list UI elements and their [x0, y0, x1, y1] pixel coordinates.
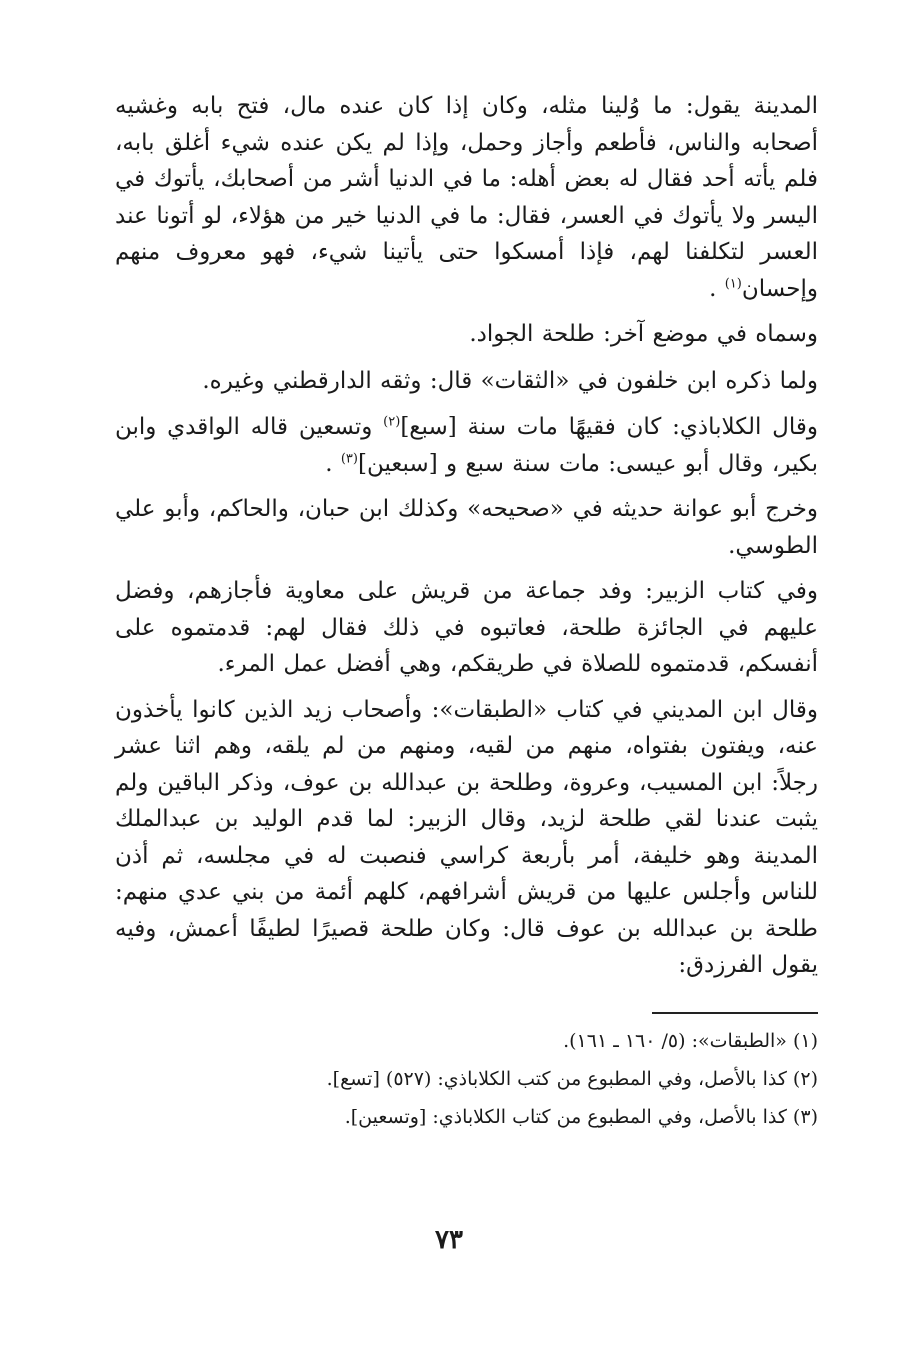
footnote-ref-2: (٢) — [383, 414, 401, 430]
footnotes — [115, 1026, 818, 1132]
footnote-2: (٢) كذا بالأصل، وفي المطبوع من كتب الكلاباذي: (٥٢٧) [تسع]. — [326, 1067, 818, 1090]
footnote-1: (١) «الطبقات»: (٥/ ١٦٠ ـ ١٦١). — [563, 1029, 818, 1052]
footnote-3: (٣) كذا بالأصل، وفي المطبوع من كتاب الكلاباذي: [وتسعين]. — [344, 1105, 818, 1128]
paragraph-7: وقال ابن المديني في كتاب «الطبقات»: وأصحاب زيد الذين كانوا يأخذون عنه، ويفتون بفتواه، منهم من لقيه، ومنهم من لم يلقه، وهم اثنا عشر رجلاً: ابن المسيب، وعروة، وطلحة بن عبدالله بن عوف، وذكر الباقين ولم يثبت عندنا لقي طلحة لزيد، وقال الزبير: لما قدم الوليد بن عبدالملك المدينة وهو خليفة، أمر بأربعة كراسي فنصبت له في مجلسه، ثم أذن للناس وأجلس عليها من قريش أشرافهم، كلهم أئمة من بني عدي منهم: طلحة بن عبدالله بن عوف قال: وكان طلحة قصيرًا لطيفًا أعمش، وفيه يقول الفرزدق: — [115, 696, 818, 978]
paragraph-2: وسماه في موضع آخر: طلحة الجواد. — [469, 321, 818, 347]
paragraph-5: وخرج أبو عوانة حديثه في «صحيحه» وكذلك ابن حبان، والحاكم، وأبو علي الطوسي. — [115, 496, 818, 559]
paragraph-1: المدينة يقول: ما وُلينا مثله، وكان إذا كان عنده مال، فتح بابه وغشيه أصحابه والناس، فأطعم وأجاز وحمل، وإذا لم يكن عنده شيء أغلق بابه، فلم يأته أحد فقال له بعض أهله: ما في الدنيا أشر من أصحابك، يأتوك في اليسر ولا يأتوك في العسر، فقال: ما في الدنيا خير من هؤلاء، لو أتونا عند العسر لتكلفنا لهم، فإذا أمسكوا حتى يأتينا شيء، فهو معروف منهم وإحسان$^{(١)}$ . — [115, 93, 818, 302]
footnote-divider — [652, 1012, 818, 1014]
footnote-ref-3: (٣) — [340, 450, 358, 466]
paragraph-6: وفي كتاب الزبير: وفد جماعة من قريش على معاوية فأجازهم، وفضل عليهم في الجائزة طلحة، فعاتبوه في ذلك فقال لهم: قدمتموه على أنفسكم، قدمتموه للصلاة في طريقكم، وهي أفضل عمل المرء. — [115, 578, 818, 677]
body-text — [115, 88, 818, 984]
paragraph-3: ولما ذكره ابن خلفون في «الثقات» قال: وثقه الدارقطني وغيره. — [202, 367, 818, 394]
footnote-ref-1: (١) — [724, 275, 742, 291]
page-number: ٧٣ — [435, 1225, 463, 1255]
paragraph-4: وقال الكلاباذي: كان فقيهًا مات سنة [سبع]$^{(٢)}$ وتسعين قاله الواقدي وابن بكير، وقال أبو عيسى: مات سنة سبع و [سبعين]$^{(٣)}$ . — [115, 414, 818, 477]
